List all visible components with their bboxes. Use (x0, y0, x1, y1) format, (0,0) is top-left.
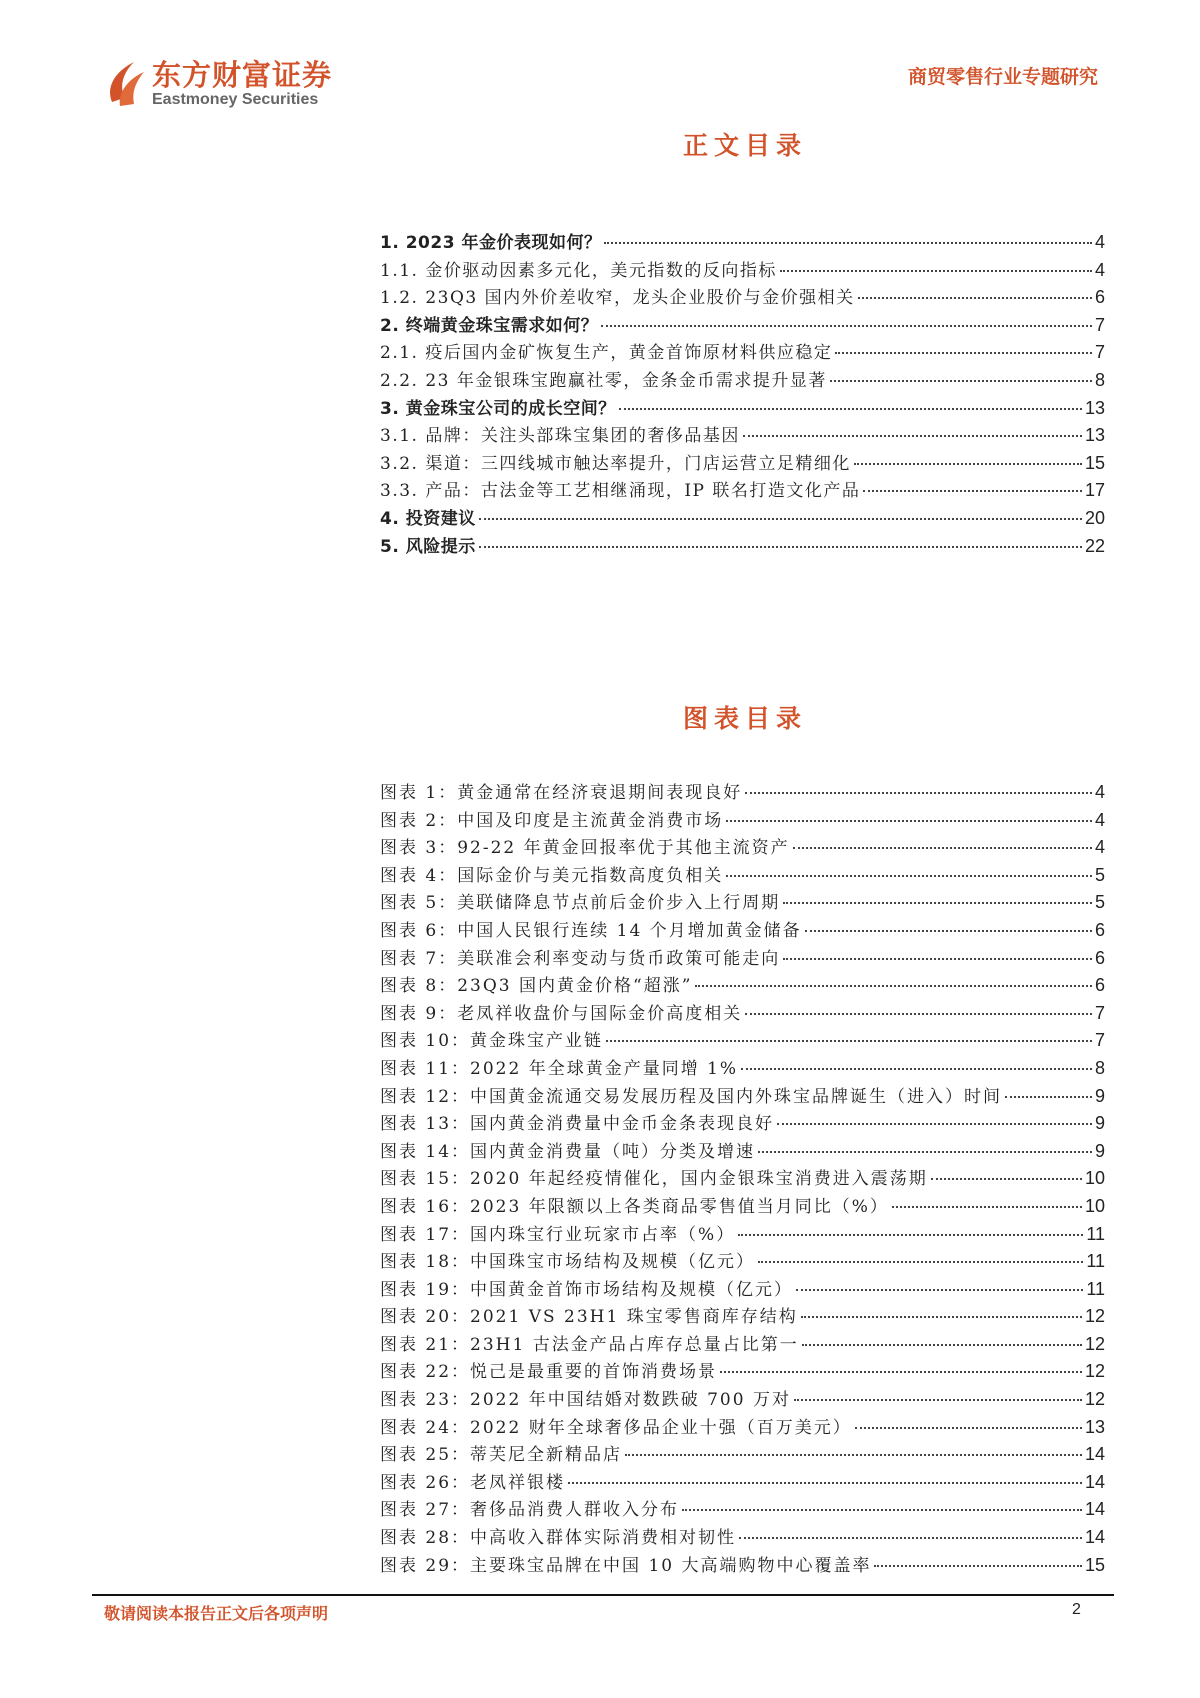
figure-entry[interactable] (380, 778, 1105, 806)
dot-leader (738, 1234, 1083, 1236)
entry-page: 14 (1084, 1499, 1105, 1520)
dot-leader (619, 408, 1082, 410)
dot-leader (745, 792, 1092, 794)
eastmoney-logo (104, 58, 332, 110)
entry-page: 15 (1084, 452, 1105, 473)
entry-label[interactable]: 图表 11：2022 年全球黄金产量同增 1% (380, 1058, 739, 1079)
entry-label[interactable]: 4. 投资建议 (380, 508, 476, 529)
entry-label[interactable]: 图表 6：中国人民银行连续 14 个月增加黄金储备 (380, 920, 802, 941)
entry-page: 4 (1094, 809, 1105, 830)
entry-label[interactable]: 图表 2：中国及印度是主流黄金消费市场 (380, 810, 724, 831)
dot-leader (720, 1371, 1082, 1373)
entry-page: 4 (1094, 782, 1105, 802)
toc-entry[interactable] (380, 228, 1105, 256)
dot-leader (745, 1013, 1092, 1015)
entry-label[interactable]: 图表 13：国内黄金消费量中金币金条表现良好 (380, 1114, 775, 1135)
entry-page: 17 (1084, 480, 1105, 501)
dot-leader (931, 1178, 1082, 1180)
entry-page: 12 (1084, 1333, 1105, 1354)
toc-entry[interactable] (380, 421, 1105, 449)
dot-leader (726, 820, 1092, 822)
toc-entry[interactable] (380, 338, 1105, 366)
entry-label[interactable]: 图表 12：中国黄金流通交易发展历程及国内外珠宝品牌诞生（进入）时间 (380, 1086, 1003, 1107)
table-of-contents (380, 228, 1105, 559)
figure-entry[interactable] (380, 1082, 1105, 1110)
figure-entry[interactable] (380, 806, 1105, 834)
entry-label[interactable]: 图表 17：国内珠宝行业玩家市占率（%） (380, 1224, 736, 1245)
dot-leader (743, 435, 1082, 437)
entry-page: 5 (1094, 864, 1105, 885)
dot-leader (874, 1565, 1081, 1567)
entry-page: 7 (1094, 342, 1105, 363)
entry-label[interactable]: 图表 10：黄金珠宝产业链 (380, 1031, 604, 1052)
entry-page: 14 (1084, 1527, 1105, 1548)
dot-leader (855, 1427, 1082, 1429)
dot-leader (758, 1151, 1092, 1153)
entry-page: 9 (1094, 1113, 1105, 1134)
figure-entry[interactable] (380, 1247, 1105, 1275)
entry-page: 13 (1084, 425, 1105, 446)
entry-label[interactable]: 2.1. 疫后国内金矿恢复生产，黄金首饰原材料供应稳定 (380, 343, 833, 364)
dot-leader (479, 546, 1082, 548)
figure-entry[interactable] (380, 1385, 1105, 1413)
entry-page: 7 (1094, 1002, 1105, 1023)
entry-page: 14 (1084, 1471, 1105, 1492)
dot-leader (780, 270, 1092, 272)
entry-label[interactable]: 1.2. 23Q3 国内外价差收窄，龙头企业股价与金价强相关 (380, 288, 855, 309)
entry-label[interactable]: 图表 7：美联准会利率变动与货币政策可能走向 (380, 948, 781, 969)
entry-page: 13 (1084, 1416, 1105, 1437)
entry-page: 10 (1084, 1195, 1105, 1216)
dot-leader (625, 1454, 1082, 1456)
entry-page: 14 (1084, 1444, 1105, 1465)
entry-label[interactable]: 3.1. 品牌：关注头部珠宝集团的奢侈品基因 (380, 426, 740, 447)
dot-leader (695, 985, 1092, 987)
dot-leader (805, 930, 1092, 932)
entry-label[interactable]: 图表 27：奢侈品消费人群收入分布 (380, 1500, 680, 1521)
entry-label[interactable]: 图表 29：主要珠宝品牌在中国 10 大高端购物中心覆盖率 (380, 1555, 872, 1576)
toc-entry[interactable] (380, 256, 1105, 284)
dot-leader (794, 1399, 1082, 1401)
entry-page: 11 (1086, 1223, 1105, 1244)
entry-label[interactable]: 图表 24：2022 财年全球奢侈品企业十强（百万美元） (380, 1417, 852, 1438)
entry-label[interactable]: 图表 25：蒂芙尼全新精品店 (380, 1445, 623, 1466)
entry-page: 8 (1094, 1057, 1105, 1078)
entry-page: 12 (1084, 1389, 1105, 1410)
dot-leader (604, 242, 1092, 244)
entry-label[interactable]: 图表 8：23Q3 国内黄金价格“超涨” (380, 976, 693, 997)
dot-leader (601, 325, 1092, 327)
dot-leader (758, 1261, 1083, 1263)
dot-leader (739, 1537, 1082, 1539)
toc-entry[interactable] (380, 504, 1105, 532)
flame-logo-icon (104, 58, 148, 110)
figure-entry[interactable] (380, 1275, 1105, 1303)
entry-page: 4 (1094, 259, 1105, 280)
toc-entry[interactable] (380, 394, 1105, 422)
entry-label[interactable]: 3. 黄金珠宝公司的成长空间？ (380, 398, 616, 419)
entry-label[interactable]: 图表 22：悦己是最重要的首饰消费场景 (380, 1362, 718, 1383)
entry-label[interactable]: 图表 5：美联储降息节点前后金价步入上行周期 (380, 893, 781, 914)
logo-chinese-name: 东方财富证券 (152, 58, 333, 92)
entry-label[interactable]: 图表 1：黄金通常在经济衰退期间表现良好 (380, 783, 743, 803)
entry-label[interactable]: 5. 风险提示 (380, 536, 476, 557)
entry-page: 6 (1094, 919, 1105, 940)
list-of-figures (380, 778, 1105, 1578)
entry-page: 6 (1094, 287, 1105, 308)
figure-entry[interactable] (380, 971, 1105, 999)
dot-leader (801, 1316, 1082, 1318)
figure-entry[interactable] (380, 1413, 1105, 1441)
dot-leader (854, 463, 1082, 465)
dot-leader (606, 1040, 1092, 1042)
entry-label[interactable]: 图表 23：2022 年中国结婚对数跌破 700 万对 (380, 1390, 791, 1411)
entry-page: 7 (1094, 1030, 1105, 1051)
entry-label[interactable]: 2.2. 23 年金银珠宝跑赢社零，金条金币需求提升显著 (380, 370, 827, 391)
figure-entry[interactable] (380, 1109, 1105, 1137)
footer-disclaimer: 敬请阅读本报告正文后各项声明 (104, 1604, 329, 1623)
figure-entry[interactable] (380, 944, 1105, 972)
figure-entry[interactable] (380, 1164, 1105, 1192)
entry-page: 20 (1084, 507, 1105, 528)
figure-entry[interactable] (380, 1357, 1105, 1385)
entry-page: 15 (1084, 1554, 1105, 1575)
entry-label[interactable]: 图表 15：2020 年起经疫情催化，国内金银珠宝消费进入震荡期 (380, 1169, 928, 1190)
entry-label[interactable]: 图表 19：中国黄金首饰市场结构及规模（亿元） (380, 1279, 794, 1300)
toc-entry[interactable] (380, 476, 1105, 504)
dot-leader (777, 1123, 1092, 1125)
logo-english-name: Eastmoney Securities (152, 91, 319, 108)
dot-leader (1005, 1096, 1092, 1098)
entry-label[interactable]: 图表 9：老凤祥收盘价与国际金价高度相关 (380, 1003, 743, 1024)
figure-entry[interactable] (380, 1137, 1105, 1165)
entry-page: 9 (1094, 1085, 1105, 1106)
entry-page: 6 (1094, 975, 1105, 996)
toc-entry[interactable] (380, 283, 1105, 311)
entry-label[interactable]: 2. 终端黄金珠宝需求如何？ (380, 315, 599, 336)
figure-entry[interactable] (380, 1330, 1105, 1358)
figure-entry[interactable] (380, 1192, 1105, 1220)
figure-entry[interactable] (380, 1551, 1105, 1579)
toc-entry[interactable] (380, 532, 1105, 560)
dot-leader (863, 490, 1082, 492)
entry-label[interactable]: 图表 18：中国珠宝市场结构及规模（亿元） (380, 1252, 756, 1273)
figure-entry[interactable] (380, 1468, 1105, 1496)
entry-label[interactable]: 1.1. 金价驱动因素多元化，美元指数的反向指标 (380, 260, 777, 281)
dot-leader (858, 297, 1092, 299)
entry-label[interactable]: 3.2. 渠道：三四线城市触达率提升，门店运营立足精细化 (380, 453, 851, 474)
dot-leader (783, 958, 1092, 960)
dot-leader (479, 518, 1082, 520)
figure-entry[interactable] (380, 916, 1105, 944)
figures-title: 图表目录 (682, 704, 807, 733)
entry-label[interactable]: 图表 28：中高收入群体实际消费相对韧性 (380, 1528, 737, 1549)
entry-page: 10 (1084, 1168, 1105, 1189)
dot-leader (802, 1344, 1082, 1346)
entry-label[interactable]: 图表 21：23H1 古法金产品占库存总量占比第一 (380, 1334, 799, 1355)
entry-label[interactable]: 图表 3：92-22 年黄金回报率优于其他主流资产 (380, 838, 790, 859)
dot-leader (830, 380, 1092, 382)
dot-leader (783, 902, 1092, 904)
dot-leader (892, 1206, 1082, 1208)
entry-label[interactable]: 图表 26：老凤祥银楼 (380, 1472, 566, 1493)
figure-entry[interactable] (380, 1054, 1105, 1082)
entry-page: 12 (1084, 1306, 1105, 1327)
figure-entry[interactable] (380, 1495, 1105, 1523)
entry-page: 4 (1094, 837, 1105, 858)
entry-page: 12 (1084, 1361, 1105, 1382)
dot-leader (796, 1289, 1083, 1291)
entry-page: 8 (1094, 369, 1105, 390)
toc-entry[interactable] (380, 366, 1105, 394)
figure-entry[interactable] (380, 1220, 1105, 1248)
dot-leader (793, 847, 1092, 849)
entry-label[interactable]: 图表 16：2023 年限额以上各类商品零售值当月同比（%） (380, 1196, 889, 1217)
toc-entry[interactable] (380, 311, 1105, 339)
entry-page: 11 (1086, 1251, 1105, 1272)
dot-leader (682, 1509, 1082, 1511)
entry-page: 6 (1094, 947, 1105, 968)
entry-page: 7 (1094, 314, 1105, 335)
entry-label[interactable]: 1. 2023 年金价表现如何？ (380, 233, 602, 253)
page-number: 2 (1072, 1601, 1081, 1618)
figure-entry[interactable] (380, 833, 1105, 861)
figure-entry[interactable] (380, 999, 1105, 1027)
entry-page: 9 (1094, 1140, 1105, 1161)
figure-entry[interactable] (380, 1440, 1105, 1468)
toc-title: 正文目录 (682, 131, 807, 160)
entry-label[interactable]: 图表 14：国内黄金消费量（吨）分类及增速 (380, 1141, 756, 1162)
entry-page: 4 (1094, 232, 1105, 252)
entry-label[interactable]: 图表 20：2021 VS 23H1 珠宝零售商库存结构 (380, 1307, 798, 1328)
dot-leader (835, 352, 1092, 354)
dot-leader (726, 875, 1092, 877)
entry-page: 22 (1084, 535, 1105, 556)
dot-leader (568, 1482, 1082, 1484)
toc-entry[interactable] (380, 449, 1105, 477)
figure-entry[interactable] (380, 861, 1105, 889)
footer-divider (92, 1594, 1114, 1596)
figure-entry[interactable] (380, 1026, 1105, 1054)
entry-label[interactable]: 3.3. 产品：古法金等工艺相继涌现，IP 联名打造文化产品 (380, 481, 861, 502)
figure-entry[interactable] (380, 1523, 1105, 1551)
report-type: 商贸零售行业专题研究 (907, 66, 1098, 88)
figure-entry[interactable] (380, 1302, 1105, 1330)
entry-page: 11 (1086, 1278, 1105, 1299)
entry-label[interactable]: 图表 4：国际金价与美元指数高度负相关 (380, 865, 724, 886)
dot-leader (741, 1068, 1092, 1070)
entry-page: 13 (1084, 397, 1105, 418)
entry-page: 5 (1094, 892, 1105, 913)
figure-entry[interactable] (380, 888, 1105, 916)
